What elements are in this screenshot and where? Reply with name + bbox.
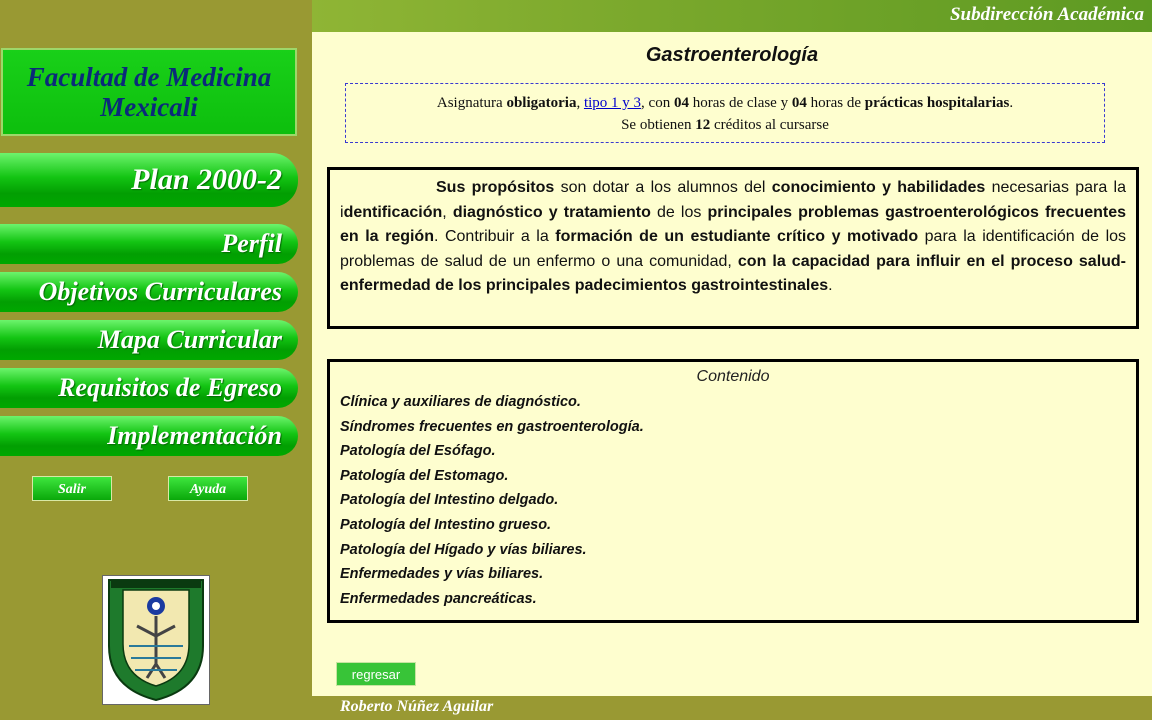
exit-button[interactable]: Salir xyxy=(32,476,112,501)
contents-box xyxy=(327,359,1139,623)
purpose-strong: formación de un estudiante crítico y motivado xyxy=(555,228,919,245)
info-class-hours: 04 xyxy=(673,95,689,111)
info-practice-hours: 04 xyxy=(791,95,807,111)
info-text: , xyxy=(576,95,584,111)
nav-perfil-button[interactable]: Perfil xyxy=(0,224,298,264)
info-text: , con xyxy=(641,95,674,111)
purpose-text: . Contribuir a la xyxy=(433,228,556,245)
purpose-text: son dotar a los alumnos del xyxy=(554,179,772,196)
info-text: horas de xyxy=(806,95,865,111)
list-item: Patología del Intestino grueso. xyxy=(340,516,552,533)
purpose-text: , xyxy=(442,203,453,221)
list-item: Enfermedades pancreáticas. xyxy=(340,590,537,607)
course-info-line2 xyxy=(346,114,1104,136)
nav-objetivos-button[interactable]: Objetivos Curriculares xyxy=(0,272,298,312)
purpose-strong: con la capacidad para influir en el proceso salud-enfermedad de los principales padecimientos gastrointestinales xyxy=(340,252,1127,294)
author-name: Roberto Núñez Aguilar xyxy=(340,698,494,715)
help-button[interactable]: Ayuda xyxy=(168,476,248,501)
purpose-strong: principales problemas gastroenterológicos frecuentes en la región xyxy=(340,203,1127,245)
bottom-bar xyxy=(312,696,1152,720)
nav-requisitos-button[interactable]: Requisitos de Egreso xyxy=(0,368,298,408)
info-text: . xyxy=(1009,95,1014,111)
info-credits: 12 xyxy=(695,117,711,133)
course-info-line1 xyxy=(346,92,1104,114)
info-text: Se obtienen xyxy=(621,117,696,133)
page-title: Gastroenterología xyxy=(645,44,819,66)
list-item: Síndromes frecuentes en gastroenterología. xyxy=(340,418,644,435)
list-item: Patología del Estomago. xyxy=(340,467,509,484)
faculty-box xyxy=(1,48,297,136)
list-item: Patología del Esófago. xyxy=(340,443,496,460)
info-text: horas de clase y xyxy=(688,95,792,111)
faculty-name: Facultad de Medicina xyxy=(26,62,272,92)
info-practicas: prácticas hospitalarias xyxy=(864,95,1010,111)
purpose-strong: conocimiento y habilidades xyxy=(771,179,986,196)
nav-implementacion-button[interactable]: Implementación xyxy=(0,416,298,456)
plan-button[interactable]: Plan 2000-2 xyxy=(0,153,298,207)
contents-list xyxy=(340,390,1126,611)
faculty-campus: Mexicali xyxy=(100,92,198,122)
back-button[interactable]: regresar xyxy=(336,662,416,686)
course-info-box xyxy=(345,83,1105,143)
purpose-text: . xyxy=(828,277,833,294)
info-obligatoria: obligatoria xyxy=(506,95,577,111)
list-item: Patología del Hígado y vías biliares. xyxy=(340,541,587,558)
info-text: Asignatura xyxy=(436,95,507,111)
list-item: Enfermedades y vías biliares. xyxy=(340,566,544,583)
purpose-strong: diagnóstico y tratamiento xyxy=(452,203,651,221)
list-item: Patología del Intestino delgado. xyxy=(340,492,559,509)
top-bar xyxy=(312,0,1152,32)
list-item: Clínica y auxiliares de diagnóstico. xyxy=(340,394,581,410)
purpose-strong: Sus propósitos xyxy=(436,179,555,196)
tipo-link[interactable]: tipo 1 y 3 xyxy=(583,95,642,111)
purpose-text: para la identificación de los problemas de salud de un enfermo o una comunidad, xyxy=(340,228,1127,270)
nav-mapa-button[interactable]: Mapa Curricular xyxy=(0,320,298,360)
header-title: Subdirección Académica xyxy=(949,4,1144,25)
purpose-text: de los xyxy=(650,203,708,221)
purpose-strong: dentificación xyxy=(343,203,443,221)
purpose-text: necesarias para la i xyxy=(340,179,1126,221)
purpose-box xyxy=(327,167,1139,329)
contents-title: Contenido xyxy=(696,368,770,385)
university-seal-icon xyxy=(102,575,210,705)
info-text: créditos al cursarse xyxy=(710,117,829,133)
